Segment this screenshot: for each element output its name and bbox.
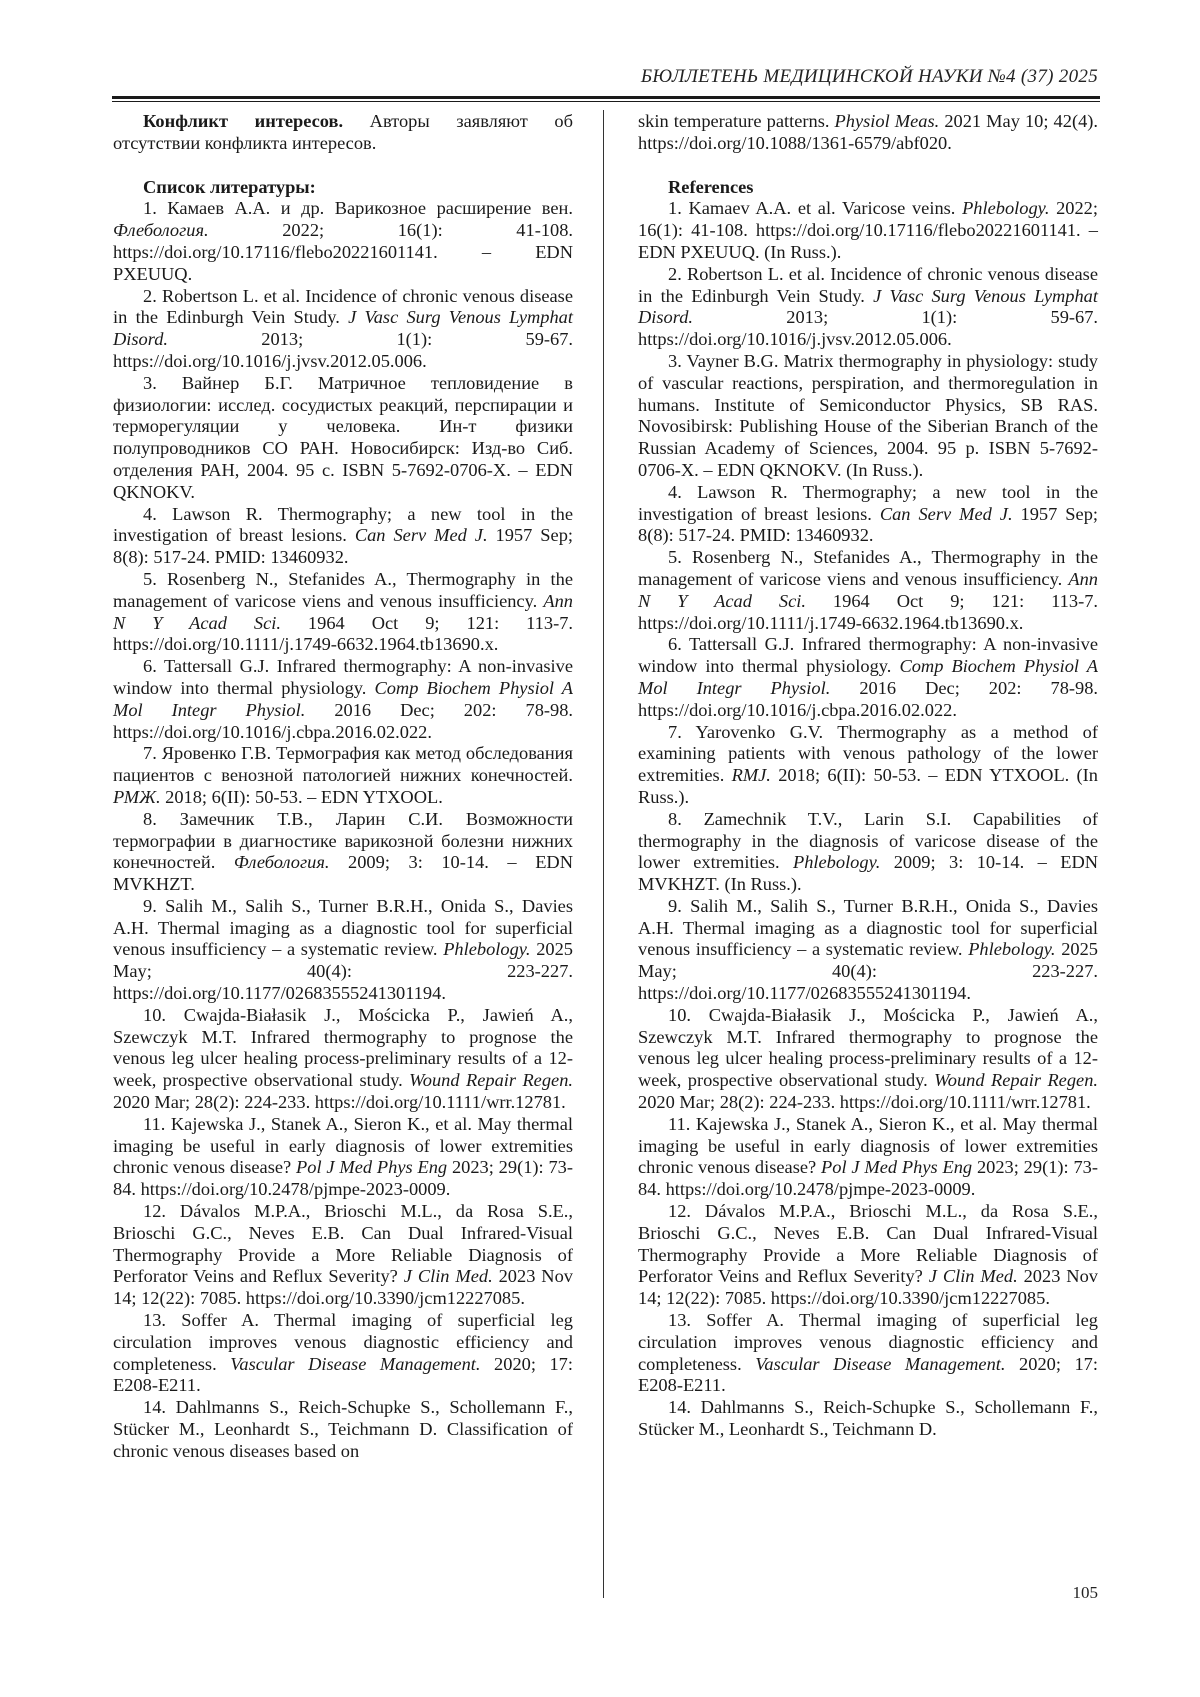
spacer [638,155,1098,177]
ref-journal: Vascular Disease Management. [755,1353,1006,1374]
ref-text: skin temperature patterns. [638,111,835,131]
ref-journal: Phlebology. [443,939,531,960]
ref-journal: Can Serv Med J. [354,525,488,546]
ref-text: 9. Salih M., Salih S., Turner B.R.H., Onida S., Davies A.H. Thermal imaging as a diagnostic tool for superficial venous insufficiency – a systematic review. [113,895,573,960]
ref-journal: Флебология. [113,220,209,241]
reference-item [638,1114,1098,1201]
reference-item [113,743,573,808]
references-list-en [638,198,1098,1440]
ref-journal: Ann N Y Acad Sci. [638,568,1098,611]
ref-journal: Comp Biochem Physiol A Mol Integr Physiol. [638,656,1098,698]
ref-journal: Vascular Disease Management. [230,1353,481,1374]
ref-text: 7. Яровенко Г.В. Термография как метод обследования пациентов с венозной патологией нижних конечностей. [113,743,573,786]
reference-item [638,896,1098,1005]
references-list-ru [113,198,573,1462]
ref-journal: J Vasc Surg Venous Lymphat Disord. [113,307,573,350]
ref-details: 1957 Sep; 8(8): 517-24. PMID: 13460932. [638,503,1098,546]
header-rule [112,96,1100,99]
reference-item [638,809,1098,896]
reference-item [638,1005,1098,1114]
reference-item [113,1310,573,1397]
reference-item [638,482,1098,547]
ref-text: 8. Замечник Т.В., Ларин С.И. Возможности термографии в диагностике варикозной болезни нижних конечностей. [113,808,573,873]
ref-details: 1964 Oct 9; 121: 113-7. https://doi.org/10.1111/j.1749-6632.1964.tb13690.x. [113,612,573,655]
ref-text: 10. Cwajda-Białasik J., Mościcka P., Jawień A., Szewczyk M.T. Infrared thermography to prognose the venous leg ulcer healing process-preliminary results of a 12-week, prospective observational study. [113,1004,573,1091]
ref-journal: Флебология. [233,852,330,873]
ref-journal: Pol J Med Phys Eng [821,1157,973,1178]
ref-journal: Wound Repair Regen. [934,1070,1098,1091]
ref-details: 2020 Mar; 28(2): 224-233. https://doi.org/10.1111/wrr.12781. [638,1092,1091,1113]
reference-item [113,198,573,285]
ref-text: 6. Tattersall G.J. Infrared thermography: A non-invasive window into thermal physiology. [638,634,1098,677]
reference-item [638,1397,1098,1441]
ref-text: 13. Soffer A. Thermal imaging of superficial leg circulation improves venous diagnostic efficiency and completeness. [113,1310,573,1374]
ref-details: 2023 Nov 14; 12(22): 7085. https://doi.org/10.3390/jcm12227085. [113,1266,573,1309]
ref-details: 2025 May; 40(4): 223-227. https://doi.org/10.1177/02683555241301194. [638,939,1098,1004]
reference-item [113,1397,573,1462]
conflict-paragraph [113,111,573,155]
ref-text: 13. Soffer A. Thermal imaging of superficial leg circulation improves venous diagnostic efficiency and completeness. [638,1310,1098,1374]
ref-journal: Comp Biochem Physiol A Mol Integr Physiol. [113,677,573,720]
ref-text: 10. Cwajda-Białasik J., Mościcka P., Jawień A., Szewczyk M.T. Infrared thermography to prognose the venous leg ulcer healing process-preliminary results of a 12-week, prospective observational study. [638,1004,1098,1091]
ref-details: 2009; 3: 10-14. – EDN MVKHZT. [113,852,573,895]
reference-item [113,896,573,1005]
ref-text: 7. Yarovenko G.V. Thermography as a method of examining patients with venous pathology of the lower extremities. [638,721,1098,786]
reference-item [638,351,1098,482]
references-heading-en: References [668,176,754,197]
continued-reference [638,111,1098,155]
reference-item [113,1005,573,1114]
ref-details: 2018; 6(II): 50-53. – EDN YTXOOL. (In Russ.). [638,765,1099,807]
conflict-title: Конфликт интересов. [143,111,344,131]
ref-details: 2021 May 10; 42(4). https://doi.org/10.1088/1361-6579/abf020. [638,111,1098,153]
ref-details: 2018; 6(II): 50-53. – EDN YTXOOL. [160,786,443,807]
ref-text: 4. Lawson R. Thermography; a new tool in the investigation of breast lesions. [638,481,1098,524]
reference-item [638,1201,1098,1310]
reference-item [113,1201,573,1310]
ref-details: 2023; 29(1): 73-84. https://doi.org/10.2478/pjmpe-2023-0009. [113,1157,573,1200]
ref-details: 2023; 29(1): 73-84. https://doi.org/10.2478/pjmpe-2023-0009. [638,1157,1098,1200]
ref-details: 2022; 16(1): 41-108. https://doi.org/10.17116/flebo20221601141. – EDN PXEUUQ. [113,220,573,284]
ref-details: 2016 Dec; 202: 78-98. https://doi.org/10.1016/j.cbpa.2016.02.022. [113,699,573,742]
ref-journal: Can Serv Med J. [879,503,1013,524]
reference-item [113,809,573,896]
reference-item [638,722,1098,809]
ref-text: 12. Dávalos M.P.A., Brioschi M.L., da Rosa S.E., Brioschi G.C., Neves E.B. Can Dual Infrared-Visual Thermography Provide a More Reliable Diagnosis of Perforator Veins and Reflux Severity? [113,1201,573,1287]
ref-text: 14. Dahlmanns S., Reich-Schupke S., Schollemann F., Stücker M., Leonhardt S., Teichmann D. [638,1397,1098,1440]
ref-details: 2009; 3: 10-14. – EDN MVKHZT. (In Russ.). [638,852,1099,895]
reference-item [638,547,1098,634]
header-rule-thin [112,101,1100,102]
ref-details: 2025 May; 40(4): 223-227. https://doi.org/10.1177/02683555241301194. [113,939,573,1004]
ref-text: 11. Kajewska J., Stanek A., Sieron K., et al. May thermal imaging be useful in early diagnosis of lower extremities chronic venous disease? [638,1113,1098,1178]
ref-journal: Phlebology. [968,939,1056,960]
running-header: БЮЛЛЕТЕНЬ МЕДИЦИНСКОЙ НАУКИ №4 (37) 2025 [640,66,1098,87]
ref-journal: Phlebology. [962,198,1050,219]
ref-journal: RMJ. [731,765,771,786]
ref-text: 8. Zamechnik T.V., Larin S.I. Capabilities of thermography in the diagnosis of varicose disease of the lower extremities. [638,808,1098,873]
spacer [113,155,573,177]
reference-item [113,373,573,504]
ref-details: 2020; 17: E208-E211. [638,1353,1098,1396]
conflict-text: Авторы заявляют об отсутствии конфликта интересов. [113,111,573,153]
ref-journal: Ann N Y Acad Sci. [113,590,573,633]
reference-item [113,286,573,373]
ref-journal: Phlebology. [792,852,881,873]
ref-text: 12. Dávalos M.P.A., Brioschi M.L., da Rosa S.E., Brioschi G.C., Neves E.B. Can Dual Infrared-Visual Thermography Provide a More Reliable Diagnosis of Perforator Veins and Reflux Severity? [638,1201,1098,1287]
reference-item [113,504,573,569]
ref-details: 2020 Mar; 28(2): 224-233. https://doi.org/10.1111/wrr.12781. [113,1092,566,1113]
ref-details: 2016 Dec; 202: 78-98. https://doi.org/10.1016/j.cbpa.2016.02.022. [638,677,1098,720]
reference-item [638,264,1098,351]
ref-text: 3. Вайнер Б.Г. Матричное тепловидение в физиологии: исслед. сосудистых реакций, перспирации и терморегуляции у человека. Ин-т физики полупроводников СО РАН. Новосибирск: Изд-во Сиб. отделения РАН, 2004. 95 с. ISBN 5-7692-0706-X. – EDN QKNOKV. [113,372,573,502]
column-divider [603,110,604,1598]
ref-journal: J Clin Med. [403,1266,493,1287]
ref-text: 3. Vayner B.G. Matrix thermography in physiology: study of vascular reactions, perspiration, and thermoregulation in humans. Institute of Semiconductor Physics, SB RAS. Novosibirsk: Publishing House of the Siberian Branch of the Russian Academy of Sciences, 2004. 95 p. ISBN 5-7692-0706-X. – EDN QKNOKV. (In Russ.). [638,350,1098,480]
reference-item [113,569,573,656]
ref-text: 5. Rosenberg N., Stefanides A., Thermography in the management of varicose viens and venous insufficiency. [638,547,1098,589]
ref-journal: РМЖ. [113,786,161,807]
ref-journal: Wound Repair Regen. [409,1070,573,1091]
ref-details: 2022; 16(1): 41-108. https://doi.org/10.17116/flebo20221601141. – EDN PXEUUQ. (In Russ.). [638,198,1098,262]
reference-item [113,1114,573,1201]
reference-item [638,1310,1098,1397]
ref-details: 2013; 1(1): 59-67. https://doi.org/10.1016/j.jvsv.2012.05.006. [638,307,1098,350]
ref-details: 1957 Sep; 8(8): 517-24. PMID: 13460932. [113,525,573,568]
ref-text: 11. Kajewska J., Stanek A., Sieron K., et al. May thermal imaging be useful in early diagnosis of lower extremities chronic venous disease? [113,1113,573,1178]
ref-journal: J Vasc Surg Venous Lymphat Disord. [638,285,1098,328]
ref-details: 2023 Nov 14; 12(22): 7085. https://doi.org/10.3390/jcm12227085. [638,1266,1098,1309]
ref-text: 1. Kamaev A.A. et al. Varicose veins. [668,198,963,219]
ref-text: 6. Tattersall G.J. Infrared thermography: A non-invasive window into thermal physiology. [113,656,573,698]
reference-item [638,634,1098,721]
left-column [113,111,573,1463]
ref-text: 1. Камаев А.А. и др. Варикозное расширение вен. [143,198,573,219]
ref-journal: J Clin Med. [928,1266,1018,1287]
ref-text: 4. Lawson R. Thermography; a new tool in the investigation of breast lesions. [113,503,573,546]
ref-text: 14. Dahlmanns S., Reich-Schupke S., Schollemann F., Stücker M., Leonhardt S., Teichmann D. Classification of chronic venous diseases based on [113,1397,573,1461]
ref-journal: Physiol Meas. [834,111,940,131]
ref-text: 2. Robertson L. et al. Incidence of chronic venous disease in the Edinburgh Vein Study. [638,263,1098,306]
references-heading-ru: Список литературы: [143,176,316,197]
page-number: 105 [1072,1583,1098,1602]
ref-journal: Pol J Med Phys Eng [296,1157,448,1178]
ref-details: 2013; 1(1): 59-67. https://doi.org/10.1016/j.jvsv.2012.05.006. [113,329,573,371]
ref-details: 1964 Oct 9; 121: 113-7. https://doi.org/10.1111/j.1749-6632.1964.tb13690.x. [638,590,1098,633]
ref-text: 2. Robertson L. et al. Incidence of chronic venous disease in the Edinburgh Vein Study. [113,285,573,328]
reference-item [638,198,1098,263]
ref-details: 2020; 17: E208-E211. [113,1353,573,1396]
ref-text: 9. Salih M., Salih S., Turner B.R.H., Onida S., Davies A.H. Thermal imaging as a diagnostic tool for superficial venous insufficiency – a systematic review. [638,895,1098,960]
reference-item [113,656,573,743]
ref-text: 5. Rosenberg N., Stefanides A., Thermography in the management of varicose viens and venous insufficiency. [113,568,573,611]
right-column [638,111,1098,1441]
